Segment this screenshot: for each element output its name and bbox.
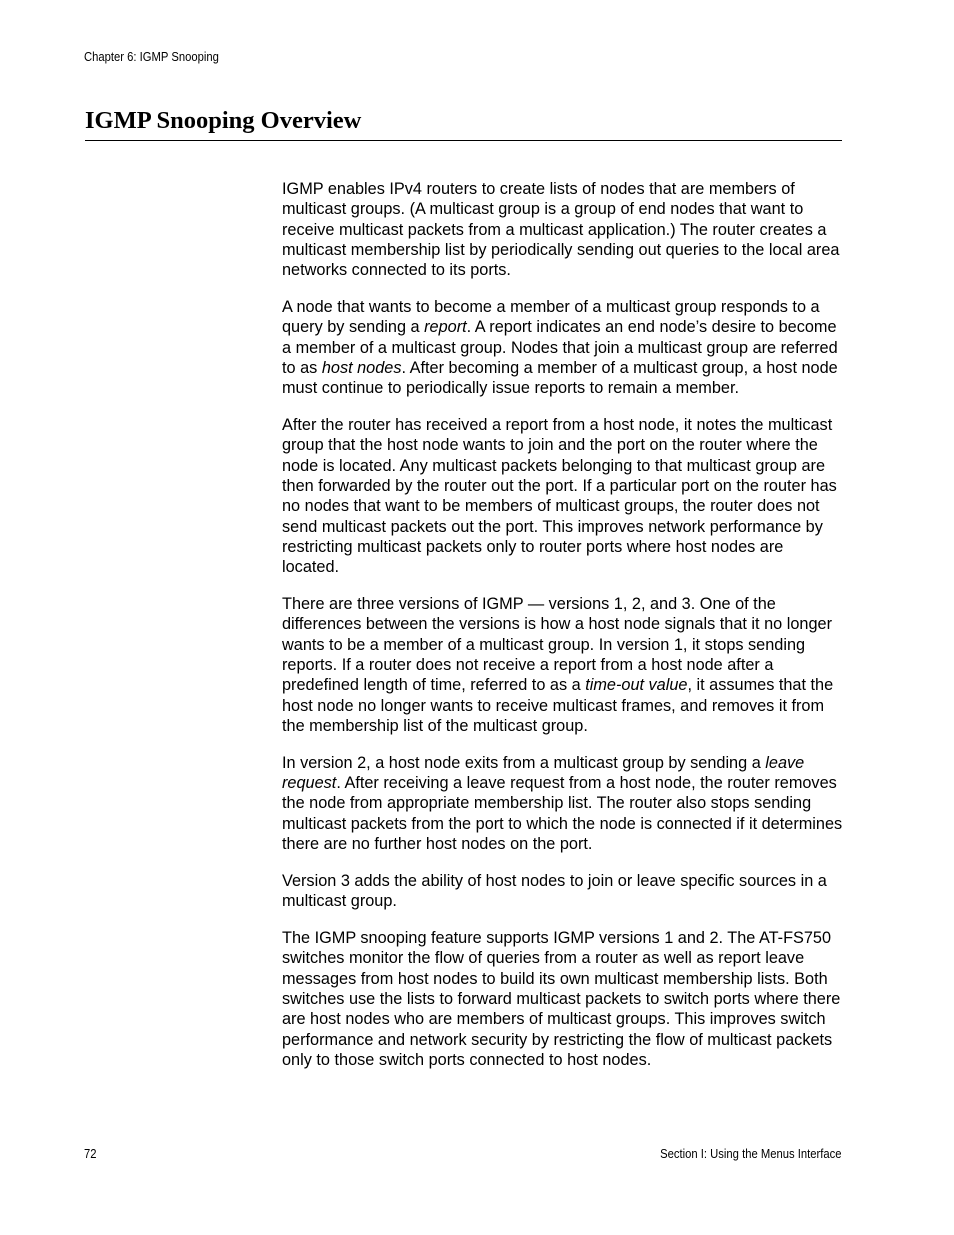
- page-number: 72: [84, 1147, 97, 1161]
- body-text: [282, 179, 844, 1087]
- term-report: report: [424, 318, 467, 337]
- text-span: , it assumes that the host node no longer wants to receive multicast frames, and removes it from the membership list of the multicast group.: [282, 676, 834, 735]
- text-span: In version 2, a host node exits from a multicast group by sending a: [282, 753, 766, 772]
- text-span: . After becoming a member of a multicast group, a host node must continue to periodically issue reports to remain a member.: [282, 358, 838, 398]
- title-divider: [85, 140, 842, 141]
- text-span: A node that wants to become a member of a multicast group responds to a query by sending a: [282, 298, 820, 337]
- paragraph-reports: [282, 297, 844, 398]
- paragraph-versions: [282, 594, 844, 736]
- footer-section-label: Section I: Using the Menus Interface: [659, 1147, 841, 1161]
- paragraph-version-2: [282, 753, 844, 854]
- paragraph-version-3: Version 3 adds the ability of host nodes to join or leave specific sources in a multicast group.: [282, 871, 827, 911]
- page-title: IGMP Snooping Overview: [85, 107, 362, 134]
- text-span: . A report indicates an end node’s desire to become a member of a multicast group. Nodes that join a multicast group are referred to as: [282, 318, 838, 377]
- term-host-nodes: host nodes: [321, 358, 402, 377]
- text-span: There are three versions of IGMP — versions 1, 2, and 3. One of the differences between the versions is how a host node signals that it no longer wants to be a member of a multicast group. In version 1, it stops sending reports. If a router does not receive a report from a host node after a predefined length of time, referred to as a: [282, 595, 832, 695]
- running-header: Chapter 6: IGMP Snooping: [84, 50, 219, 64]
- paragraph-snooping-feature: The IGMP snooping feature supports IGMP versions 1 and 2. The AT-FS750 switches monitor the flow of queries from a router as well as report leave messages from host nodes to build its own multicast membership lists. Both switches use the lists to forward multicast packets to switch ports where there are host nodes who are members of multicast groups. This improves switch performance and network security by restricting the flow of multicast packets only to those switch ports connected to host nodes.: [282, 929, 841, 1069]
- paragraph-forwarding: After the router has received a report from a host node, it notes the multicast group that the host node wants to join and the port on the router where the node is located. Any multicast packets belonging to that multicast group are then forwarded by the router out the port. If a particular port on the router has no nodes that want to be members of multicast groups, the router does not send multicast packets out the port. This improves network performance by restricting multicast packets only to router ports where host nodes are located.: [282, 416, 837, 577]
- term-time-out-value: time-out value: [585, 676, 688, 695]
- paragraph-igmp-intro: IGMP enables IPv4 routers to create lists of nodes that are members of multicast groups. (A multicast group is a group of end nodes that want to receive multicast packets from a multicast application.) The router creates a multicast membership list by periodically sending out queries to the local area networks connected to its ports.: [282, 180, 840, 280]
- term-leave-request: leave request: [282, 753, 805, 793]
- text-span: . After receiving a leave request from a host node, the router removes the node from appropriate membership list. The router also stops sending multicast packets from the port to which the node is connected if it determines there are no further host nodes on the port.: [282, 774, 843, 853]
